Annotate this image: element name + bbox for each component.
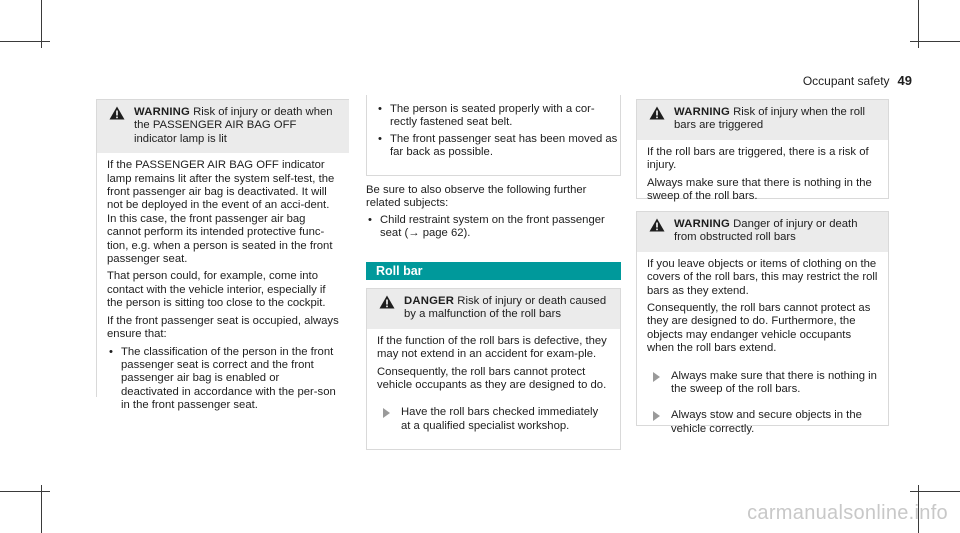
danger-box-roll-bars	[366, 288, 621, 450]
related-link[interactable]: • Child restraint system on the front passenger seat (→ page 62).	[366, 214, 622, 241]
bullet-item: • The person is seated properly with a cor-rectly fastened seat belt.	[376, 103, 620, 130]
paragraph: If the function of the roll bars is defective, they may not extend in an accident for exam-ple.	[377, 334, 607, 361]
danger-header	[367, 289, 620, 329]
paragraph: Always make sure that there is nothing in the sweep of the roll bars.	[647, 176, 872, 203]
step-arrow-icon	[383, 408, 390, 418]
warning-triangle-icon	[649, 218, 665, 232]
related-subjects	[366, 184, 622, 244]
warning-box-triggered	[636, 99, 889, 203]
crop-mark	[910, 41, 960, 42]
paragraph: If the front passenger seat is occupied, always ensure that:	[107, 314, 339, 341]
warning-body	[637, 252, 888, 445]
warning-title: Risk of injury or death when the PASSENGER AIR BAG OFF indicator lamp is lit	[134, 106, 333, 145]
warning-triangle-icon	[649, 106, 665, 120]
bullet-item: • The classification of the person in the front passenger seat is correct and the front passenger air bag is enabled or deactivated in accordance with the per-son in the front passenger seat.	[107, 346, 339, 413]
paragraph: Consequently, the roll bars cannot protect as they are designed to do. Furthermore, the objects may endanger vehicle occupants when the roll bars extend.	[647, 302, 871, 355]
danger-body	[367, 329, 620, 442]
warning-header	[97, 100, 349, 153]
instruction-step	[647, 409, 878, 436]
crop-mark	[0, 41, 50, 42]
warning-title: Danger of injury or death from obstructed roll bars	[674, 218, 858, 244]
related-intro: Be sure to also observe the following further related subjects:	[366, 184, 587, 210]
step-text: Always make sure that there is nothing in the sweep of the roll bars.	[671, 369, 877, 396]
crop-mark	[0, 491, 50, 492]
paragraph: If the PASSENGER AIR BAG OFF indicator lamp remains lit after the system self-test, the front passenger air bag is deactivated. It will not be deployed in the event of an acci-dent. In this case, the front passenger air bag cannot perform its intended protective func-tion, e.g. when a person is seated in the front passenger seat.	[107, 159, 335, 266]
page-number: 49	[897, 73, 912, 88]
crop-mark	[41, 485, 42, 533]
warning-triangle-icon	[379, 295, 395, 309]
warning-box-obstructed	[636, 211, 889, 435]
warning-label: WARNING	[674, 106, 730, 118]
warning-title: Risk of injury when the roll bars are triggered	[674, 106, 865, 132]
warning-label: WARNING	[674, 218, 730, 230]
continued-bullets	[376, 103, 620, 163]
step-text: Have the roll bars checked immediately at a qualified specialist workshop.	[401, 406, 599, 432]
watermark: carmanualsonline.info	[747, 502, 948, 524]
warning-body	[97, 153, 349, 421]
warning-box-air-bag	[96, 99, 349, 412]
box-border-line	[366, 95, 367, 175]
box-bottom-border	[366, 175, 621, 176]
danger-title: Risk of injury or death caused by a malfunction of the roll bars	[404, 295, 607, 321]
warning-body	[637, 140, 888, 214]
step-arrow-icon	[653, 411, 660, 421]
warning-triangle-icon	[109, 106, 125, 120]
paragraph: If the roll bars are triggered, there is a risk of injury.	[647, 145, 869, 172]
paragraph: That person could, for example, come into contact with the vehicle interior, especially if the person is sitting too close to the cockpit.	[107, 270, 326, 310]
paragraph: If you leave objects or items of clothing on the covers of the roll bars, this may restrict the roll bars as they extend.	[647, 257, 878, 297]
instruction-step	[647, 370, 878, 397]
danger-label: DANGER	[404, 295, 455, 307]
warning-header	[637, 100, 888, 140]
bullet-item: • The front passenger seat has been moved as far back as possible.	[376, 133, 620, 160]
step-arrow-icon	[653, 372, 660, 382]
box-border-line	[620, 95, 621, 175]
paragraph: Consequently, the roll bars cannot protect vehicle occupants as they are designed to do.	[377, 365, 607, 392]
instruction-step	[377, 406, 610, 433]
page-header	[803, 73, 912, 88]
step-text: Always stow and secure objects in the vehicle correctly.	[671, 409, 862, 435]
page-header-title: Occupant safety	[802, 74, 890, 88]
section-title-roll-bar: Roll bar	[366, 262, 621, 280]
warning-label: WARNING	[134, 106, 190, 118]
warning-header	[637, 212, 888, 252]
crop-mark	[910, 491, 960, 492]
